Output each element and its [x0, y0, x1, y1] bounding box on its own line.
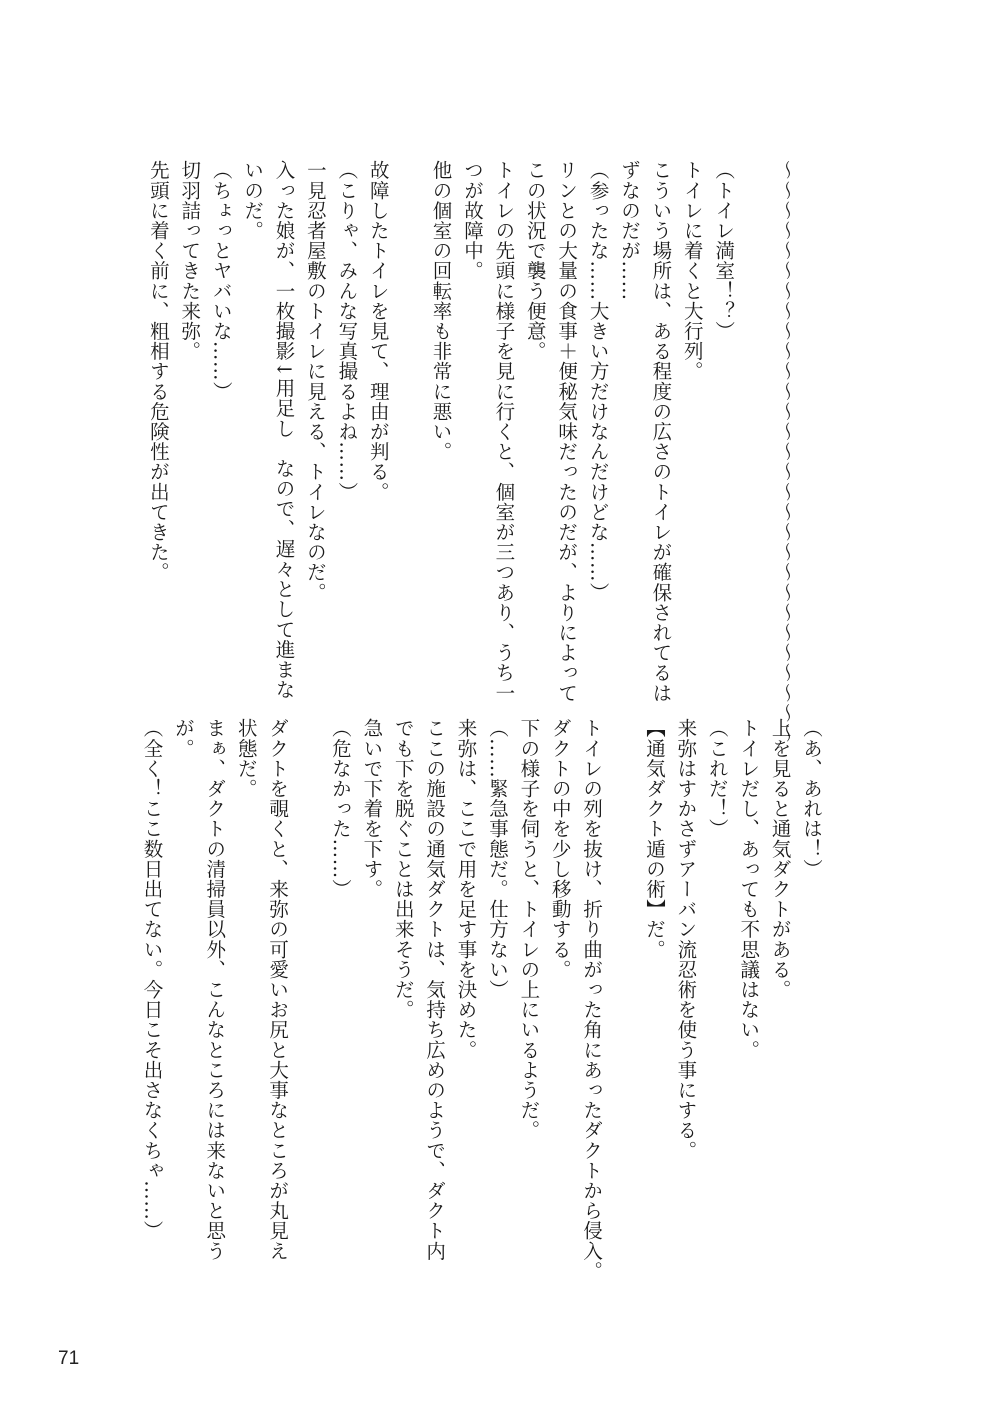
bottom-text-block: [140, 718, 827, 1281]
text-line: （危なかった……）: [328, 718, 352, 899]
text-line: （全く！ここ数日出てない。今日こそ出さなくちゃ……）: [140, 718, 164, 1241]
text-line: 状態だ。: [234, 718, 258, 799]
text-line: （こりゃ、みんな写真撮るよね……）: [335, 160, 359, 502]
text-line: ここの施設の通気ダクトは、気持ち広めのようで、ダクト内: [423, 718, 447, 1261]
text-line: （参ったな……大きい方だけなんだけどな……）: [586, 160, 610, 603]
text-line: まぁ、ダクトの清掃員以外、こんなところには来ないと思う: [203, 718, 227, 1261]
text-line: 下の様子を伺うと、トイレの上にいるようだ。: [517, 718, 541, 1141]
text-line: でも下を脱ぐことは出来そうだ。: [391, 718, 415, 1020]
text-line: いのだ。: [241, 160, 265, 241]
text-line: 入った娘が、一枚撮影↓用足し なので、遅々として進まな: [272, 160, 296, 700]
text-line: ダクトを覗くと、来弥の可愛いお尻と大事なところが丸見え: [266, 718, 290, 1261]
text-line: （……緊急事態だ。仕方ない）: [485, 718, 509, 1000]
text-line: こういう場所は、ある程度の広さのトイレが確保されてるは: [649, 160, 673, 703]
text-line: 急いで下着を下す。: [360, 718, 384, 899]
text-line: [607, 718, 638, 1218]
text-line: [293, 718, 324, 1218]
text-line: が。: [171, 718, 195, 759]
text-line: トイレの列を抜け、折り曲がった角にあったダクトから侵入。: [580, 718, 604, 1281]
text-line: （ちょっとヤバいな……）: [209, 160, 233, 402]
text-line: リンとの大量の食事＋便秘気味だったのだが、よりによって: [555, 160, 579, 703]
text-line: （トイレ満室！？）: [712, 160, 736, 341]
text-line: （あ、あれは！）: [800, 718, 823, 879]
text-line: ずなのだが……: [617, 160, 641, 301]
text-line: 他の個室の回転率も非常に悪い。: [429, 160, 453, 462]
text-line: [739, 160, 770, 700]
text-line: 上を見ると通気ダクトがある。: [768, 718, 792, 1000]
text-line: トイレだし、あっても不思議はない。: [737, 718, 761, 1060]
text-line: 先頭に着く前に、粗相する危険性が出てきた。: [146, 160, 170, 583]
text-line: 一見忍者屋敷のトイレに見える、トイレなのだ。: [303, 160, 327, 603]
text-line: この状況で襲う便意。: [523, 160, 547, 361]
text-line: [394, 160, 425, 700]
text-line: ダクトの中を少し移動する。: [548, 718, 572, 980]
text-line: （これだ！）: [705, 718, 729, 839]
page-number: 71: [58, 1348, 80, 1369]
text-line: 〜〜〜〜〜〜〜〜〜〜〜〜〜〜〜〜〜〜〜〜〜〜〜〜〜〜〜〜〜: [775, 160, 798, 743]
text-line: 来弥はすかさずアーバン流忍術を使う事にする。: [674, 718, 698, 1161]
text-line: トイレの先頭に様子を見に行くと、個室が三つあり、うち一: [492, 160, 516, 703]
text-line: 切羽詰ってきた来弥。: [178, 160, 202, 361]
text-line: トイレに着くと大行列。: [680, 160, 704, 382]
text-line: 故障したトイレを見て、理由が判る。: [366, 160, 390, 502]
text-line: つが故障中。: [460, 160, 484, 281]
text-line: 来弥は、ここで用を足す事を決めた。: [454, 718, 478, 1060]
top-text-block: [146, 160, 802, 743]
text-line: 【通気ダクト遁の術】だ。: [642, 718, 666, 960]
